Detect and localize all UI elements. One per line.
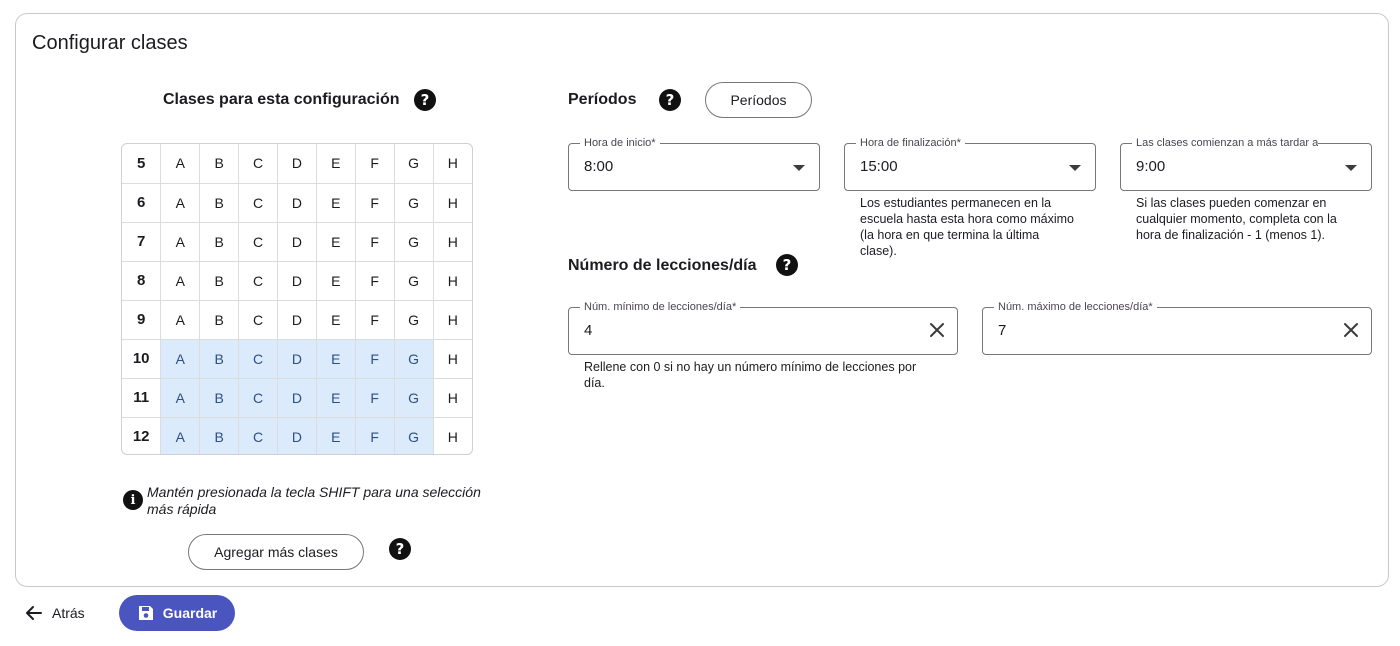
- latest-start-select[interactable]: [1120, 137, 1372, 191]
- min-lessons-value: 4: [584, 322, 593, 339]
- class-cell[interactable]: H: [433, 183, 472, 222]
- latest-start-label: Las clases comienzan a más tardar a: [1132, 136, 1318, 150]
- class-cell[interactable]: F: [355, 339, 394, 378]
- class-cell[interactable]: B: [200, 222, 239, 261]
- class-cell[interactable]: F: [355, 144, 394, 183]
- class-cell[interactable]: A: [161, 222, 200, 261]
- class-cell[interactable]: E: [316, 300, 355, 339]
- class-cell[interactable]: B: [200, 339, 239, 378]
- class-cell[interactable]: A: [161, 378, 200, 417]
- max-lessons-value: 7: [998, 322, 1007, 339]
- class-cell[interactable]: B: [200, 183, 239, 222]
- add-more-classes-button[interactable]: Agregar más clases: [188, 534, 364, 570]
- classes-section-title: Clases para esta configuración: [163, 91, 400, 108]
- min-lessons-label: Núm. mínimo de lecciones/día*: [580, 300, 740, 314]
- grid-row: [122, 417, 472, 455]
- class-cell[interactable]: G: [394, 339, 433, 378]
- class-cell[interactable]: E: [316, 339, 355, 378]
- grade-label[interactable]: 10: [122, 339, 161, 378]
- save-button[interactable]: [119, 595, 235, 631]
- arrow-left-icon: [24, 603, 44, 623]
- grid-row: [122, 183, 472, 222]
- class-cell[interactable]: D: [278, 144, 317, 183]
- end-time-select[interactable]: [844, 137, 1096, 191]
- min-lessons-field[interactable]: [568, 301, 958, 355]
- class-cell[interactable]: C: [239, 378, 278, 417]
- class-cell[interactable]: E: [316, 417, 355, 455]
- class-cell[interactable]: H: [433, 417, 472, 455]
- class-cell[interactable]: D: [278, 183, 317, 222]
- class-cell[interactable]: E: [316, 222, 355, 261]
- grid-row: [122, 378, 472, 417]
- grid-row: [122, 300, 472, 339]
- class-cell[interactable]: E: [316, 144, 355, 183]
- class-cell[interactable]: B: [200, 261, 239, 300]
- latest-start-value: 9:00: [1136, 158, 1166, 175]
- min-lessons-helper: Rellene con 0 si no hay un número mínimo de lecciones por día.: [584, 360, 917, 390]
- class-cell[interactable]: C: [239, 183, 278, 222]
- class-cell[interactable]: A: [161, 183, 200, 222]
- max-lessons-label: Núm. máximo de lecciones/día*: [994, 300, 1157, 314]
- class-cell[interactable]: C: [239, 300, 278, 339]
- class-cell[interactable]: A: [161, 144, 200, 183]
- class-cell[interactable]: F: [355, 261, 394, 300]
- class-cell[interactable]: G: [394, 300, 433, 339]
- class-cell[interactable]: H: [433, 222, 472, 261]
- grid-row: [122, 144, 472, 183]
- class-cell[interactable]: D: [278, 261, 317, 300]
- end-time-label: Hora de finalización*: [856, 136, 965, 150]
- class-cell[interactable]: H: [433, 144, 472, 183]
- dropdown-caret-icon: [1345, 165, 1357, 171]
- class-cell[interactable]: G: [394, 417, 433, 455]
- grade-label[interactable]: 12: [122, 417, 161, 455]
- info-icon: i: [123, 490, 143, 510]
- help-icon[interactable]: ?: [776, 254, 798, 276]
- grid-row: [122, 261, 472, 300]
- class-cell[interactable]: B: [200, 300, 239, 339]
- grade-label[interactable]: 5: [122, 144, 161, 183]
- save-label: Guardar: [162, 605, 218, 621]
- class-cell[interactable]: A: [161, 339, 200, 378]
- class-cell[interactable]: D: [278, 378, 317, 417]
- class-cell[interactable]: E: [316, 378, 355, 417]
- grid-row: [122, 339, 472, 378]
- class-cell[interactable]: G: [394, 378, 433, 417]
- help-icon[interactable]: ?: [389, 538, 411, 560]
- class-cell[interactable]: H: [433, 378, 472, 417]
- class-cell[interactable]: D: [278, 300, 317, 339]
- shift-hint: [123, 484, 493, 518]
- class-cell[interactable]: B: [200, 378, 239, 417]
- class-grid-table: [122, 144, 472, 455]
- class-cell[interactable]: D: [278, 339, 317, 378]
- start-time-value: 8:00: [584, 158, 614, 175]
- dropdown-caret-icon: [1069, 165, 1081, 171]
- grade-label[interactable]: 6: [122, 183, 161, 222]
- class-cell[interactable]: F: [355, 417, 394, 455]
- grade-label[interactable]: 8: [122, 261, 161, 300]
- latest-start-helper: Si las clases pueden comenzar en cualquier momento, completa con la hora de finalización - 1 (menos 1).: [1136, 196, 1337, 242]
- end-time-value: 15:00: [860, 158, 898, 175]
- help-icon[interactable]: ?: [659, 89, 681, 111]
- grade-label[interactable]: 11: [122, 378, 161, 417]
- grade-label[interactable]: 9: [122, 300, 161, 339]
- periods-button[interactable]: Períodos: [705, 82, 812, 118]
- class-cell[interactable]: C: [239, 261, 278, 300]
- class-cell[interactable]: H: [433, 261, 472, 300]
- class-cell[interactable]: D: [278, 222, 317, 261]
- class-cell[interactable]: H: [433, 339, 472, 378]
- max-lessons-field[interactable]: [982, 301, 1372, 355]
- class-cell[interactable]: H: [433, 300, 472, 339]
- grade-label[interactable]: 7: [122, 222, 161, 261]
- page-title: Configurar clases: [32, 32, 188, 54]
- class-cell[interactable]: E: [316, 183, 355, 222]
- class-cell[interactable]: C: [239, 417, 278, 455]
- class-cell[interactable]: A: [161, 261, 200, 300]
- start-time-select[interactable]: [568, 137, 820, 191]
- class-cell[interactable]: C: [239, 144, 278, 183]
- floppy-disk-icon: [137, 604, 155, 622]
- class-cell[interactable]: G: [394, 222, 433, 261]
- start-time-label: Hora de inicio*: [580, 136, 660, 150]
- class-cell[interactable]: G: [394, 183, 433, 222]
- class-cell[interactable]: D: [278, 417, 317, 455]
- class-cell[interactable]: C: [239, 222, 278, 261]
- class-cell[interactable]: F: [355, 183, 394, 222]
- class-cell[interactable]: F: [355, 378, 394, 417]
- periods-section-title: Períodos: [568, 91, 637, 108]
- class-cell[interactable]: A: [161, 300, 200, 339]
- class-cell[interactable]: C: [239, 339, 278, 378]
- class-cell[interactable]: F: [355, 300, 394, 339]
- shift-hint-text: Mantén presionada la tecla SHIFT para una selección más rápida: [147, 484, 481, 517]
- class-cell[interactable]: A: [161, 417, 200, 455]
- grid-row: [122, 222, 472, 261]
- clear-icon[interactable]: [927, 320, 947, 340]
- dropdown-caret-icon: [793, 165, 805, 171]
- back-button[interactable]: [24, 600, 85, 626]
- end-time-helper: Los estudiantes permanecen en la escuela hasta esta hora como máximo (la hora en que termina la última clase).: [860, 196, 1074, 258]
- class-cell[interactable]: G: [394, 144, 433, 183]
- class-cell[interactable]: E: [316, 261, 355, 300]
- back-label: Atrás: [52, 605, 85, 621]
- class-cell[interactable]: F: [355, 222, 394, 261]
- class-cell[interactable]: G: [394, 261, 433, 300]
- lessons-section-title: Número de lecciones/día: [568, 257, 757, 274]
- help-icon[interactable]: ?: [414, 89, 436, 111]
- class-grid: [121, 143, 473, 455]
- class-cell[interactable]: B: [200, 144, 239, 183]
- class-cell[interactable]: B: [200, 417, 239, 455]
- clear-icon[interactable]: [1341, 320, 1361, 340]
